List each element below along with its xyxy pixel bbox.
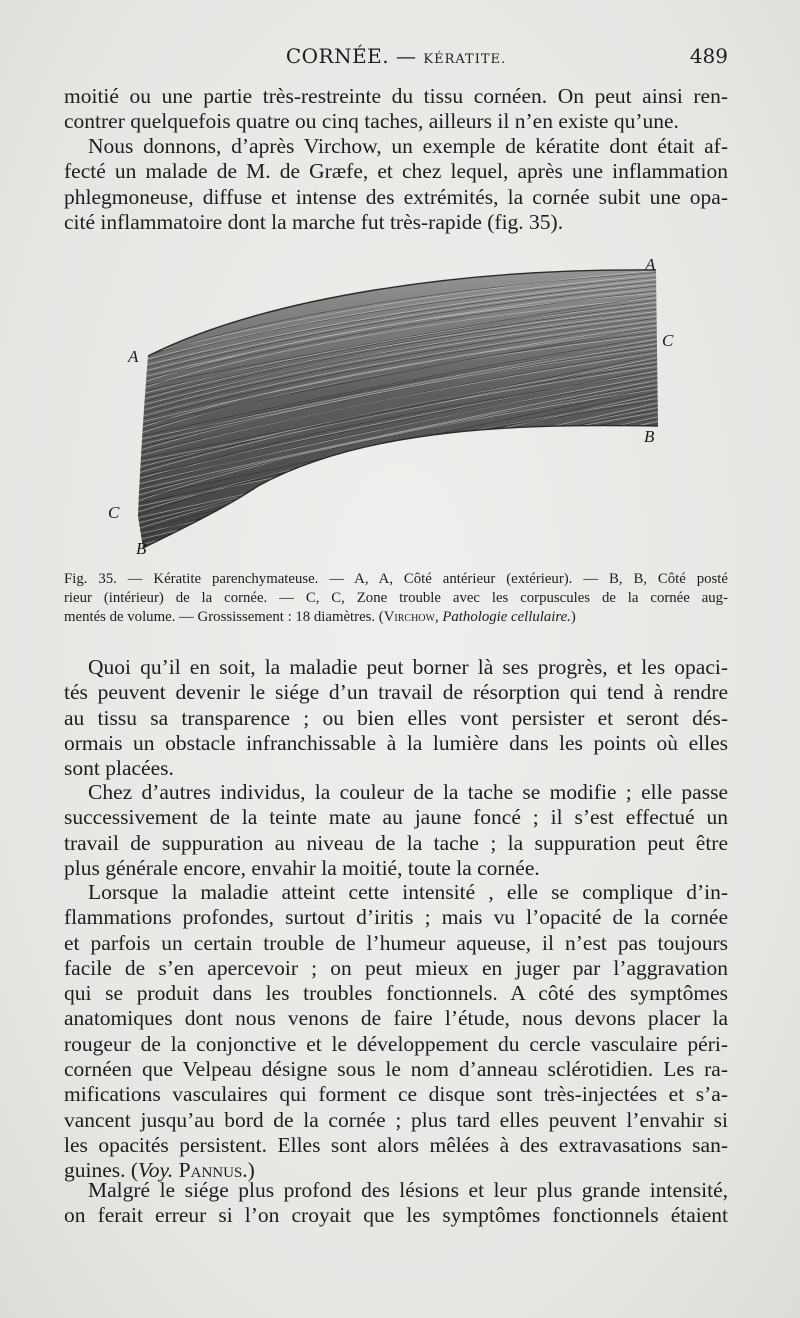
text-line: plus générale encore, envahir la moitié, toute la cornée. [64,855,540,880]
text-line: mifications vasculaires qui forment ce disque sont très-injectées et s’a- [64,1082,728,1107]
text-line: moitié ou une partie très-restreinte du tissu cornéen. On peut ainsi ren- [64,84,728,108]
text-line: travail de suppuration au niveau de la tache ; la suppuration peut être [64,830,728,855]
text-line: sont placées. [64,756,174,781]
text-line: au tissu sa transparence ; ou bien elles vont persister et seront dés- [64,705,728,730]
label-c-right: C [662,331,674,350]
text-line: successivement de la teinte mate au jaune foncé ; il s’est effectué un [64,805,728,830]
cross-reference-pannus: Pannus [178,1158,243,1183]
text-line: phlegmoneuse, diffuse et intense des extrémités, la cornée subit une opa- [64,184,728,209]
figure-35-engraving [108,256,688,566]
text-line: cité inflammatoire dont la marche fut très-rapide (fig. 35). [64,209,564,234]
running-title-sub: KÉRATITE. [423,52,507,67]
text-line: les opacités persistent. Elles sont alors mêlées à des extravasations san- [64,1132,728,1157]
label-c-left: C [108,503,120,522]
running-title [64,44,728,68]
text-line: fecté un malade de M. de Græfe, et chez lequel, après une inflammation [64,159,728,184]
text-line: cornéen que Velpeau désigne sous le nom d’anneau sclérotidien. Les ra- [64,1057,728,1082]
text-line: facile de s’en apercevoir ; on peut mieux en juger par l’aggravation [64,955,728,980]
caption-line: Fig. 35. — Kératite parenchymateuse. — A, A, Côté antérieur (extérieur). — B, B, Côté posté [64,571,728,587]
label-b-bottom: B [136,539,147,558]
running-title-main: CORNÉE. [285,44,390,68]
paragraph-continuation [64,84,728,135]
paragraph-virchow-example [64,134,728,235]
text-line: contrer quelquefois quatre ou cinq taches, ailleurs il n’en existe qu’une. [64,109,679,134]
caption-work-title: Pathologie cellulaire. [442,609,571,625]
paragraph-suppuration [64,780,728,881]
text-line: ormais un obstacle infranchissable à la lumière dans les points où elles [64,730,728,755]
caption-line: rieur (intérieur) de la cornée. — C, C, Zone trouble avec les corpuscules de la cornée aug- [64,590,728,606]
figure-caption [64,570,728,627]
text-line: et parfois un certain trouble de l’humeur aqueuse, il n’est pas toujours [64,930,728,955]
text-line: qui se produit dans les troubles fonctionnels. A côté des symptômes [64,981,728,1006]
text-line: Quoi qu’il en soit, la maladie peut borner là ses progrès, et les opaci- [88,655,728,679]
paragraph-complications [64,880,728,1184]
text-line: rougeur de la conjonctive et le développement du cercle vasculaire péri- [64,1031,728,1056]
paragraph-functional-symptoms [64,1178,728,1229]
cross-reference-voy: Voy. [138,1158,174,1183]
text-line: Malgré le siége plus profond des lésions et leur plus grande intensité, [88,1178,728,1202]
text-line: Chez d’autres individus, la couleur de la tache se modifie ; elle passe [88,780,728,804]
cornea-section-illustration [108,256,688,566]
text-fragment: guines. ( [64,1158,139,1183]
text-line: Lorsque la maladie atteint cette intensité , elle se complique d’in- [88,880,728,904]
caption-text: mentés de volume. — Grossissement : 18 diamètres. ( [64,609,384,625]
label-a-left: A [128,347,139,366]
text-line: Nous donnons, d’après Virchow, un exemple de kératite dont était af- [88,134,728,158]
paragraph-resorption [64,655,728,781]
text-line: on ferait erreur si l’on croyait que les symptômes fonctionnels étaient [64,1203,728,1228]
text-line: vancent jusqu’au bord de la cornée ; plus tard elles peuvent l’envahir si [64,1107,728,1132]
text-fragment: .) [242,1158,255,1183]
caption-line: mentés de volume. — Grossissement : 18 diamètres. (Virchow, Pathologie cellulaire.) [64,609,576,625]
text-line: flammations profondes, surtout d’iritis ; mais vu l’opacité de la cornée [64,905,728,930]
running-header [64,44,728,74]
caption-author: Virchow [383,609,435,625]
label-a-top: A [645,256,656,274]
caption-close: ) [570,609,576,625]
text-line: tés peuvent devenir le siége d’un travail de résorption qui tend à rendre [64,680,728,705]
running-title-separator: — [389,44,424,68]
text-line: anatomiques dont nous venons de faire l’étude, nous devons placer la [64,1006,728,1031]
page-number: 489 [689,44,728,68]
label-b-right: B [644,427,655,446]
